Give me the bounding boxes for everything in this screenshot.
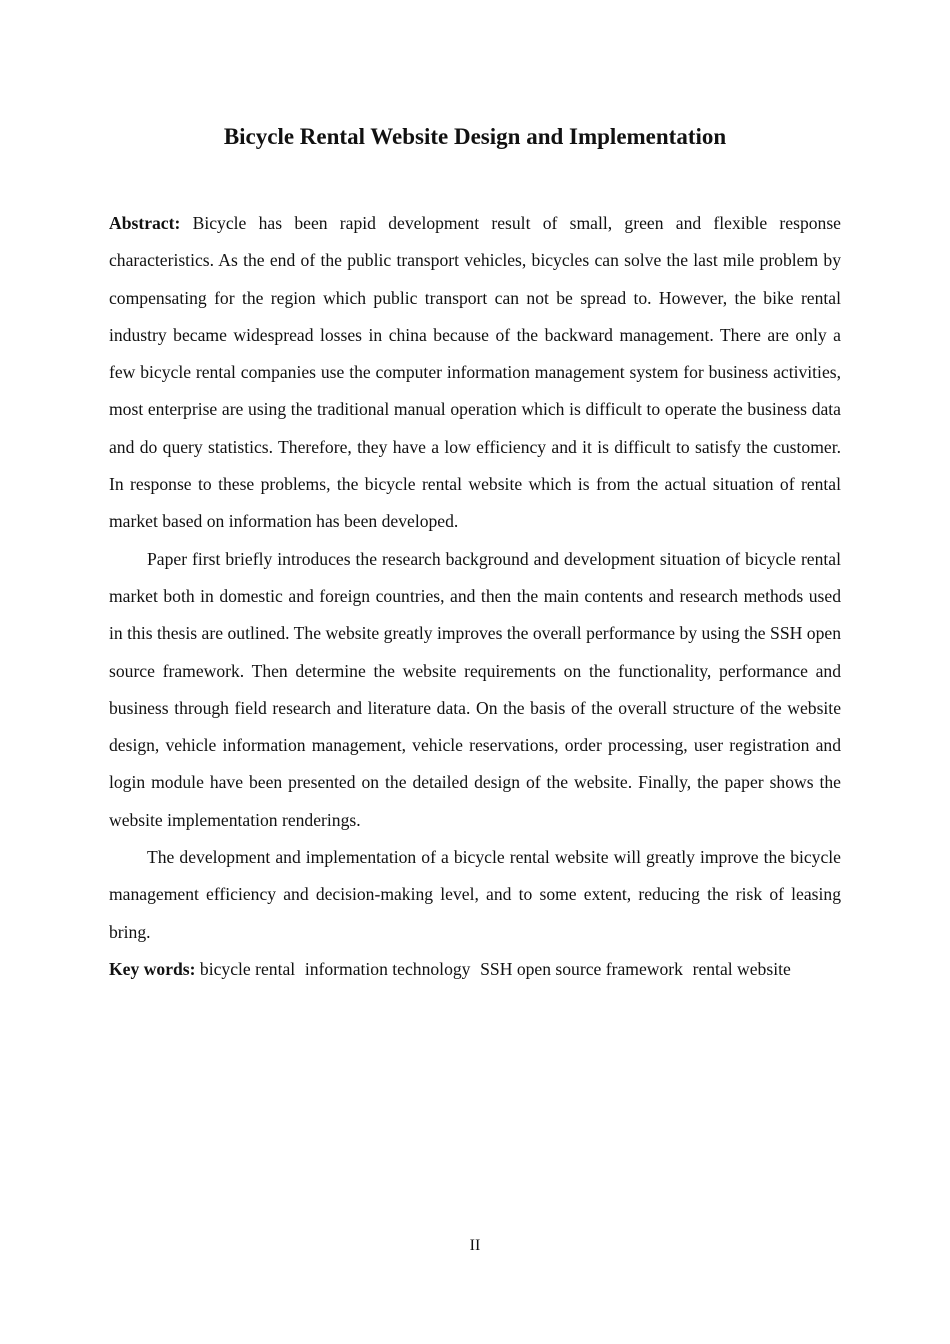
abstract-paragraph-1: [109, 205, 841, 541]
keyword: information technology: [304, 958, 471, 979]
abstract-section: [109, 205, 841, 988]
keywords-label: Key words:: [109, 958, 196, 979]
keywords-line: [109, 951, 799, 988]
abstract-label: Abstract:: [109, 213, 181, 233]
keyword: SSH open source framework: [480, 958, 683, 979]
abstract-paragraph-3: The development and implementation of a bicycle rental website will greatly improve the bicycle management efficiency and decision-making level, and to some extent, reducing the risk of leasing bring.: [109, 847, 841, 942]
abstract-paragraph-2: Paper first briefly introduces the research background and development situation of bicycle rental market both in domestic and foreign countries, and then the main contents and research methods used in this thesis are outlined. The website greatly improves the overall performance by using the SSH open source framework. Then determine the website requirements on the functionality, performance and business through field research and literature data. On the basis of the overall structure of the website design, vehicle information management, vehicle reservations, order processing, user registration and login module have been presented on the detailed design of the website. Finally, the paper shows the website implementation renderings.: [109, 548, 841, 830]
keyword: bicycle rental: [199, 958, 296, 979]
page-number: II: [469, 1237, 481, 1254]
document-title: Bicycle Rental Website Design and Implementation: [223, 124, 727, 149]
abstract-paragraph-1-text: Bicycle has been rapid development result of small, green and flexible response characteristics. As the end of the public transport vehicles, bicycles can solve the last mile problem by compensating for the region which public transport can not be spread to. However, the bike rental industry became widespread losses in china because of the backward management. There are only a few bicycle rental companies use the computer information management system for business activities, most enterprise are using the traditional manual operation which is difficult to operate the business data and do query statistics. Therefore, they have a low efficiency and it is difficult to satisfy the customer. In response to these problems, the bicycle rental website which is from the actual situation of rental market based on information has been developed.: [109, 213, 841, 532]
keyword: rental website: [692, 958, 791, 979]
